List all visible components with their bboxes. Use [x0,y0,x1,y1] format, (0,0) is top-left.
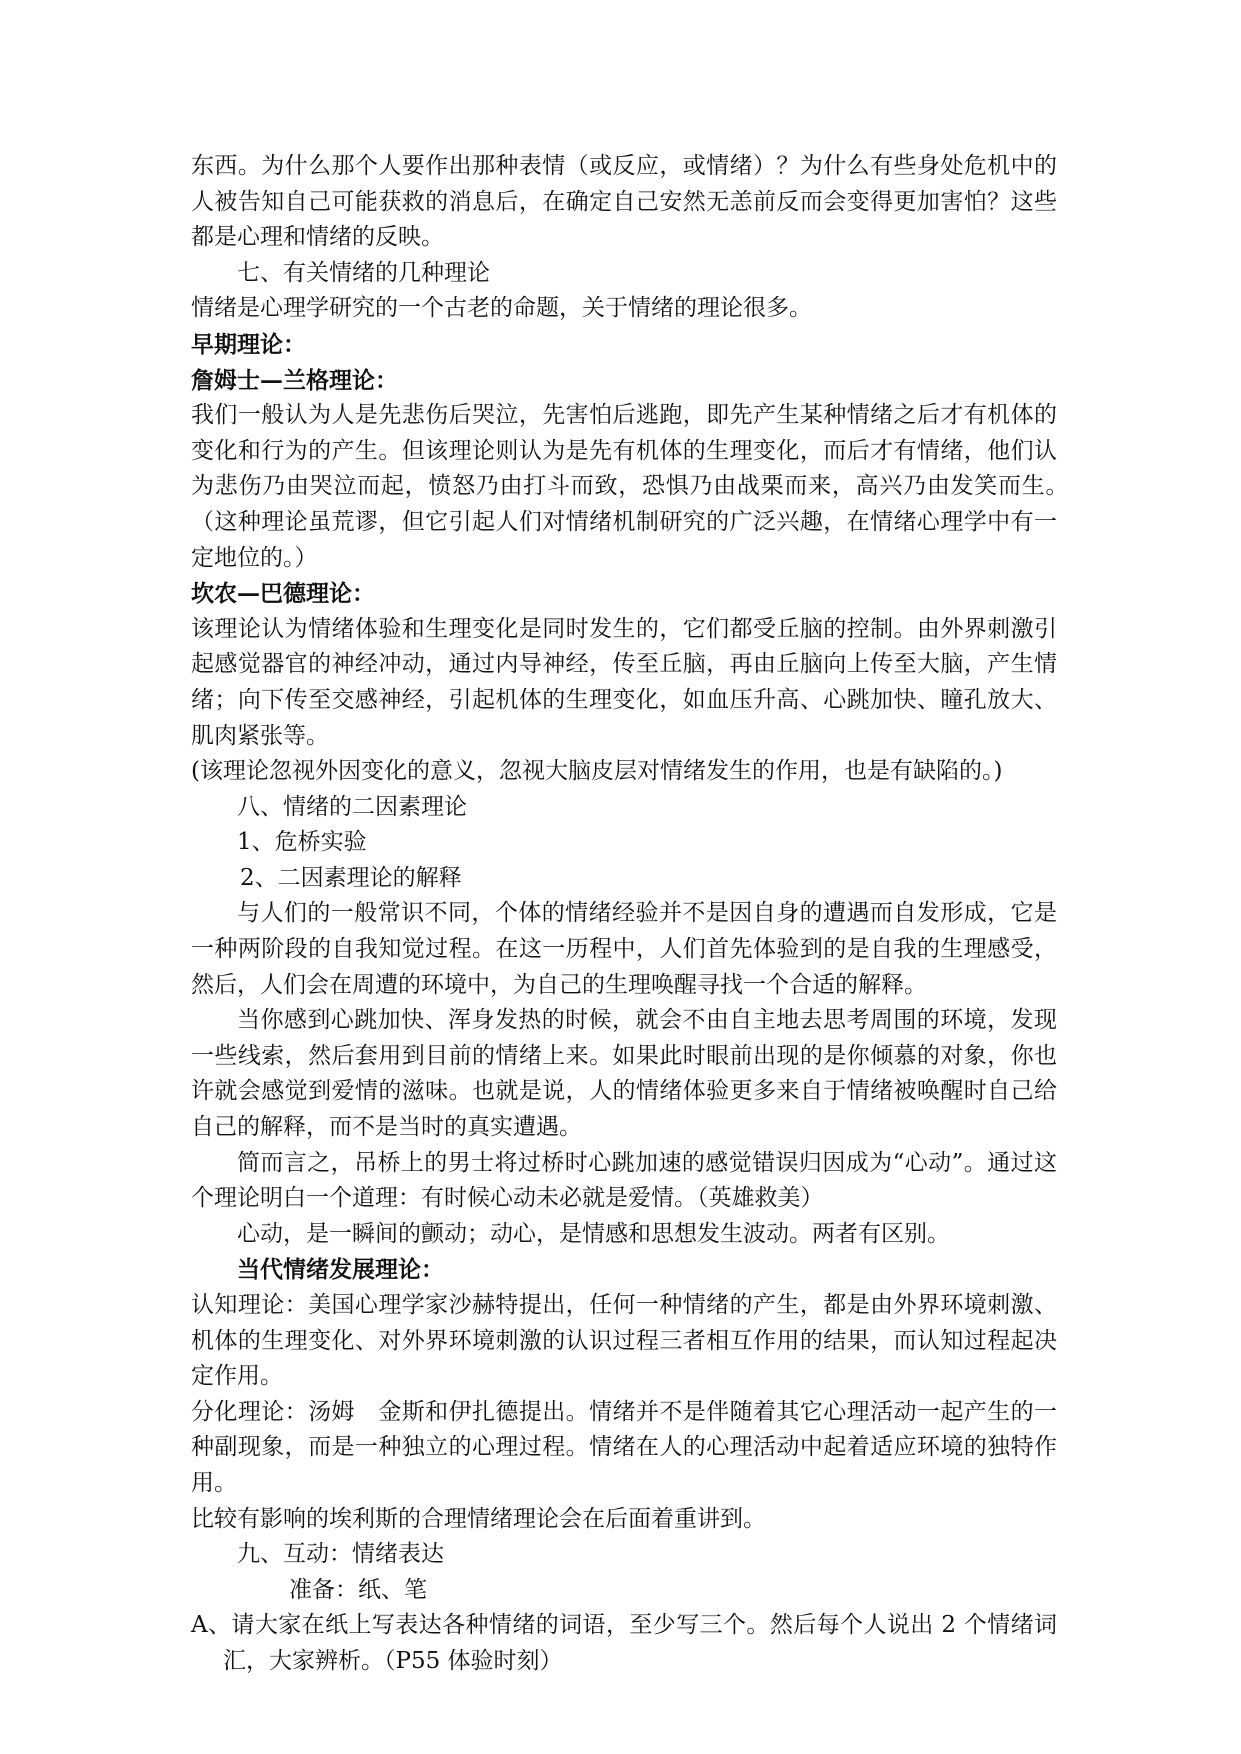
paragraph-preparation: 准备：纸、笔 [289,1576,427,1603]
paragraph-two-factor-3: 简而言之，吊桥上的男士将过桥时心跳加速的感觉错误归因成为“心动”。通过这个理论明白一个道理：有时候心动未必就是爱情。（英雄救美） [191,1149,1057,1212]
paragraph-cannon-bard: 该理论认为情绪体验和生理变化是同时发生的，它们都受丘脑的控制。由外界刺激引起感觉器官的神经冲动，通过内导神经，传至丘脑，再由丘脑向上传至大脑，产生情绪；向下传至交感神经，引起机体的生理变化，如血压升高、心跳加快、瞳孔放大、肌肉紧张等。 [191,615,1057,749]
section-heading-9: 九、互动：情绪表达 [237,1541,444,1568]
paragraph-two-factor-1: 与人们的一般常识不同，个体的情绪经验并不是因自身的遭遇而自发形成，它是一种两阶段的自我知觉过程。在这一历程中，人们首先体验到的是自我的生理感受，然后，人们会在周遭的环境中，为自己的生理唤醒寻找一个合适的解释。 [191,900,1057,998]
paragraph-james-lange: 我们一般认为人是先悲伤后哭泣，先害怕后逃跑，即先产生某种情绪之后才有机体的变化和行为的产生。但该理论则认为是先有机体的生理变化，而后才有情绪，他们认为悲伤乃由哭泣而起，愤怒乃由打斗而致，恐惧乃由战栗而来，高兴乃由发笑而生。 （这种理论虽荒谬，但它引起人们对情绪机制研究的广泛兴趣，在情绪心理学中有一定地位的。） [191,402,1080,571]
paragraph-cannon-bard-note: (该理论忽视外因变化的意义，忽视大脑皮层对情绪发生的作用，也是有缺陷的。) [191,758,1003,785]
section-heading-8: 八、情绪的二因素理论 [237,793,467,820]
paragraph-two-factor-2: 当你感到心跳加快、浑身发热的时候，就会不由自主地去思考周围的环境，发现一些线索，然后套用到目前的情绪上来。如果此时眼前出现的是你倾慕的对象，你也许就会感觉到爱情的滋味。也就是说，人的情绪体验更多来自于情绪被唤醒时自己给自己的解释，而不是当时的真实遭遇。 [191,1007,1057,1141]
subheading-contemporary-theory: 当代情绪发展理论： [237,1256,444,1284]
paragraph-cognitive-theory: 认知理论：美国心理学家沙赫特提出，任何一种情绪的产生，都是由外界环境刺激、机体的生理变化、对外界环境刺激的认识过程三者相互作用的结果，而认知过程起决定作用。 [191,1292,1057,1390]
list-item-1: 1、危桥实验 [237,829,367,856]
list-item-2: 2、二因素理论的解释 [240,864,462,891]
subheading-early-theory: 早期理论： [191,330,306,358]
paragraph-ellis: 比较有影响的埃利斯的合理情绪理论会在后面着重讲到。 [191,1505,766,1532]
section-heading-7: 七、有关情绪的几种理论 [237,259,490,286]
document-page [191,149,1080,1680]
paragraph-continuation: 东西。为什么那个人要作出那种表情（或反应，或情绪）？为什么有些身处危机中的人被告知自己可能获救的消息后，在确定自己安然无恙前反而会变得更加害怕？这些都是心理和情绪的反映。 [191,153,1057,251]
paragraph-intro: 情绪是心理学研究的一个古老的命题，关于情绪的理论很多。 [191,295,812,322]
list-item-a: A、请大家在纸上写表达各种情绪的词语，至少写三个。然后每个人说出 2 个情绪词汇，大家辨析。（P55 体验时刻） [191,1612,1057,1674]
paragraph-two-factor-4: 心动，是一瞬间的颤动；动心，是情感和思想发生波动。两者有区别。 [237,1220,950,1247]
paragraph-differentiation-theory: 分化理论：汤姆 金斯和伊扎德提出。情绪并不是伴随着其它心理活动一起产生的一种副现象，而是一种独立的心理过程。情绪在人的心理活动中起着适应环境的独特作用。 [191,1398,1057,1496]
subheading-james-lange: 詹姆士—兰格理论： [191,366,398,394]
subheading-cannon-bard: 坎农—巴德理论： [191,580,375,608]
